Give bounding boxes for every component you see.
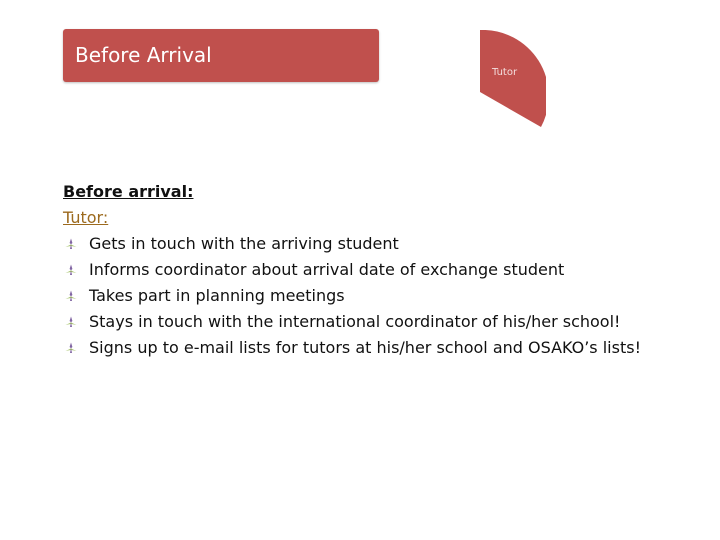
subheading-tutor: Tutor: <box>63 208 109 227</box>
list-item-text: Informs coordinator about arrival date of exchange student <box>89 260 565 279</box>
section-heading: Before arrival: <box>63 182 194 201</box>
flower-bullet-icon <box>65 290 77 302</box>
list-item-text: Stays in touch with the international coordinator of his/her school! <box>89 312 621 331</box>
list-item <box>63 257 703 283</box>
list-item-text: Signs up to e-mail lists for tutors at his/her school and OSAKO’s lists! <box>89 338 641 357</box>
tutor-pie-segment <box>478 30 546 128</box>
tutor-duties-list <box>63 231 703 361</box>
flower-bullet-icon <box>65 264 77 276</box>
pie-segment-shape <box>478 30 546 128</box>
list-item <box>63 309 703 335</box>
banner-title: Before Arrival <box>75 43 212 67</box>
flower-bullet-icon <box>65 238 77 250</box>
pie-label: Tutor <box>492 67 518 78</box>
before-arrival-banner <box>63 29 379 82</box>
list-item <box>63 283 703 309</box>
list-item-text: Gets in touch with the arriving student <box>89 234 399 253</box>
flower-bullet-icon <box>65 316 77 328</box>
flower-bullet-icon <box>65 342 77 354</box>
list-item <box>63 231 703 257</box>
list-item-text: Takes part in planning meetings <box>89 286 345 305</box>
list-item <box>63 335 703 361</box>
content-body <box>63 179 703 361</box>
